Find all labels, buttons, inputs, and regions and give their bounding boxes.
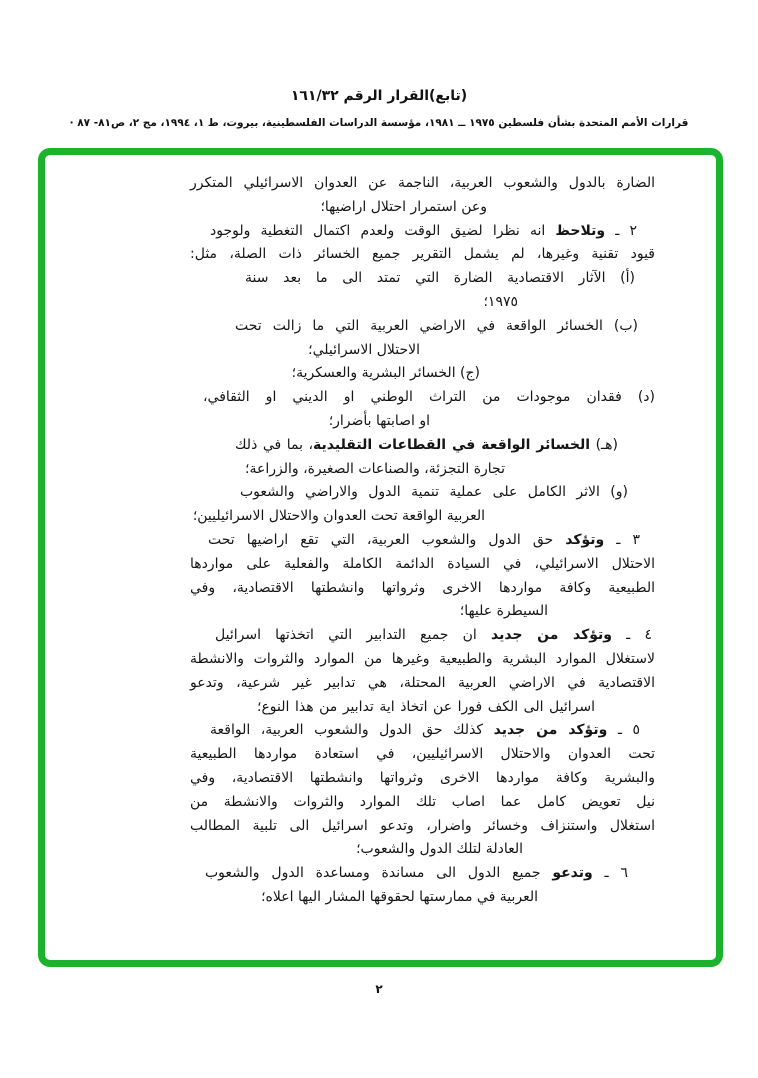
text-line	[203, 386, 655, 410]
body-text: السيطرة عليها؛	[459, 603, 548, 620]
body-text: كذلك حق الدول والشعوب العربية، الواقعة	[210, 722, 494, 739]
text-line	[210, 719, 640, 743]
emphasized-text: الخسائر الواقعة في القطاعات التقليدية	[313, 436, 591, 453]
text-line	[190, 791, 655, 815]
body-text: (د) فقدان موجودات من التراث الوطني او الديني او الثقافي،	[203, 389, 655, 406]
emphasized-text: وتؤكد من جديد	[493, 722, 608, 739]
body-text: وعن استمرار احتلال اراضيها؛	[320, 198, 487, 215]
text-line	[190, 410, 430, 434]
body-text: (أ) الآثار الاقتصادية الضارة التي تمتد الى ما بعد سنة	[245, 270, 635, 287]
text-line	[190, 886, 538, 910]
emphasized-text: وتلاحظ	[555, 222, 606, 239]
text-line	[190, 767, 655, 791]
body-text: ان جميع التدابير التي اتخذتها اسرائيل	[215, 627, 491, 644]
body-text: ٦ ـ	[592, 865, 628, 882]
body-text: ١٩٧٥؛	[483, 293, 518, 310]
text-line	[190, 553, 655, 577]
body-text: ٥ ـ	[607, 722, 640, 739]
text-line	[190, 815, 655, 839]
body-text: لاستغلال الموارد البشرية والطبيعية وغيرها من الموارد والثروات والانشطة	[190, 650, 655, 667]
text-line	[235, 434, 618, 458]
body-text: نيل تعويض كامل عما اصاب تلك الموارد والثروات والانشطة من	[190, 793, 655, 810]
body-text: اسرائيل الى الكف فورا عن اتخاذ اية تدابير من هذا النوع؛	[257, 698, 595, 715]
emphasized-text: وتؤكد من جديد	[491, 627, 612, 644]
text-line	[190, 743, 655, 767]
text-line	[190, 505, 485, 529]
text-line	[245, 267, 635, 291]
text-line	[190, 600, 548, 624]
body-text: جميع الدول الى مساندة ومساعدة الدول والشعوب	[205, 865, 553, 882]
text-line	[190, 458, 505, 482]
text-line	[257, 696, 595, 720]
body-text: (ب) الخسائر الواقعة في الاراضي العربية التي ما زالت تحت	[235, 317, 638, 334]
text-line	[190, 577, 655, 601]
body-text: العربية الواقعة تحت العدوان والاحتلال الاسرائيليين؛	[192, 508, 485, 525]
emphasized-text: وتؤكد	[565, 531, 605, 548]
body-text: تحت العدوان والاحتلال الاسرائيليين، في استعادة مواردها الطبيعية	[190, 746, 655, 763]
body-text: العربية في ممارستها لحقوقها المشار اليها اعلاه؛	[261, 888, 538, 905]
body-text: الاحتلال الاسرائيلي؛	[308, 341, 420, 358]
text-line	[240, 481, 628, 505]
text-line	[190, 648, 655, 672]
text-line	[190, 672, 655, 696]
emphasized-text: وتدعو	[552, 865, 593, 882]
body-text: (هـ)	[590, 436, 618, 453]
text-line	[190, 243, 655, 267]
text-line	[190, 838, 523, 862]
text-line	[215, 624, 652, 648]
source-citation: قرارات الأمم المتحدة بشأن فلسطين ١٩٧٥ ــ ١٩٨١، مؤسسة الدراسات الفلسطينية، بيروت، ط ١، ١٩٩٤، مج ٢، ص٨١- ٨٧ ·	[69, 117, 689, 129]
text-line	[190, 291, 518, 315]
body-text: استغلال واستنزاف وخسائر واضرار، وتدعو اسرائيل الى تلبية المطالب	[190, 817, 655, 834]
body-text: (و) الاثر الكامل على عملية تنمية الدول والاراضي والشعوب	[240, 484, 628, 501]
body-text: الاحتلال الاسرائيلي، في السيادة الدائمة الكاملة والفعلية على مواردها	[190, 555, 655, 572]
body-text: او اصابتها بأضرار؛	[328, 412, 430, 429]
body-text: الطبيعية وكافة مواردها الاخرى وثرواتها وانشطتها الاقتصادية، وفي	[190, 579, 655, 596]
body-text: (ج) الخسائر البشرية والعسكرية؛	[291, 365, 480, 382]
resolution-body	[190, 172, 655, 910]
resolution-title: (تابع)القرار الرقم ١٦١/٣٢	[290, 88, 468, 104]
text-line	[235, 315, 638, 339]
body-text: ٤ ـ	[611, 627, 652, 644]
text-line	[190, 362, 480, 386]
text-line	[190, 196, 487, 220]
body-text: والبشرية وكافة مواردها الاخرى وثرواتها وانشطتها الاقتصادية، وفي	[190, 769, 655, 786]
text-line	[190, 172, 655, 196]
body-text: انه نظرا لضيق الوقت ولعدم اكتمال التغطية ولوجود	[210, 222, 556, 239]
text-line	[190, 339, 420, 363]
text-line	[210, 220, 637, 244]
body-text: تجارة التجزئة، والصناعات الصغيرة، والزراعة؛	[245, 460, 505, 477]
body-text: قيود تقنية وغيرها، لم يشمل التقرير جميع الخسائر ذات الصلة، مثل:	[190, 246, 655, 263]
body-text: الضارة بالدول والشعوب العربية، الناجمة عن العدوان الاسرائيلي المتكرر	[190, 175, 655, 191]
body-text: حق الدول والشعوب العربية، التي تقع اراضيها تحت	[208, 531, 566, 548]
body-text: ٢ ـ	[605, 222, 637, 239]
body-text: العادلة لتلك الدول والشعوب؛	[356, 841, 523, 858]
body-text: ٣ ـ	[604, 531, 640, 548]
text-line	[208, 529, 640, 553]
page-number: ٢	[375, 982, 383, 996]
text-line	[205, 862, 628, 886]
body-text: ، بما في ذلك	[235, 436, 314, 453]
body-text: الاقتصادية في الاراضي العربية المحتلة، هي تدابير غير شرعية، وتدعو	[190, 674, 655, 691]
